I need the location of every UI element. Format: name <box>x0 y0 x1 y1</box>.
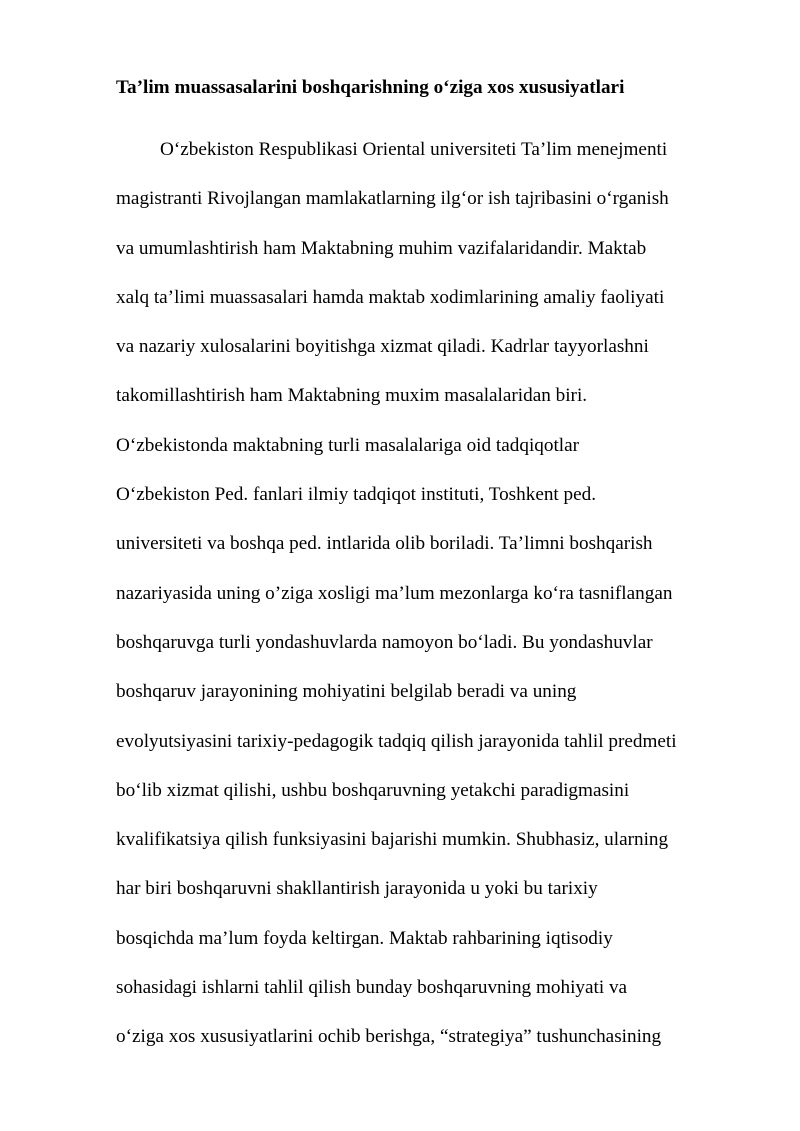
body-line: o‘ziga xos xususiyatlarini ochib berishga, “strategiya” tushunchasining <box>116 1026 662 1048</box>
body-line: boshqaruv jarayonining mohiyatini belgilab beradi va uning <box>116 681 577 703</box>
body-line: kvalifikatsiya qilish funksiyasini bajarishi mumkin. Shubhasiz, ularning <box>116 829 669 851</box>
body-line: O‘zbekiston Respublikasi Oriental universiteti Ta’lim menejmenti <box>160 139 668 160</box>
body-line: takomillashtirish ham Maktabning muxim masalalaridan biri. <box>116 385 588 407</box>
body-line: evolyutsiyasini tarixiy-pedagogik tadqiq qilish jarayonida tahlil predmeti <box>116 730 677 752</box>
body-line: O‘zbekiston Ped. fanlari ilmiy tadqiqot instituti, Toshkent ped. <box>116 484 597 506</box>
document-body <box>116 138 756 1075</box>
body-line: magistranti Rivojlangan mamlakatlarning ilg‘or ish tajribasini o‘rganish <box>116 188 669 210</box>
body-line: boshqaruvga turli yondashuvlarda namoyon bo‘ladi. Bu yondashuvlar <box>116 631 653 653</box>
body-line: bo‘lib xizmat qilishi, ushbu boshqaruvning yetakchi paradigmasini <box>116 779 630 801</box>
body-line: O‘zbekistonda maktabning turli masalalariga oid tadqiqotlar <box>116 434 580 456</box>
body-line: va umumlashtirish ham Maktabning muhim vazifalaridandir. Maktab <box>116 237 647 259</box>
body-line: va nazariy xulosalarini boyitishga xizmat qiladi. Kadrlar tayyorlashni <box>116 336 649 358</box>
body-line: sohasidagi ishlarni tahlil qilish bunday boshqaruvning mohiyati va <box>116 977 628 999</box>
body-line: nazariyasida uning o’ziga xosligi ma’lum mezonlarga ko‘ra tasniflangan <box>116 582 673 604</box>
body-line: bosqichda ma’lum foyda keltirgan. Maktab rahbarining iqtisodiy <box>116 927 613 949</box>
document-title: Ta’lim muassasalarini boshqarishning o‘ziga xos xususiyatlari <box>116 77 625 98</box>
body-line: universiteti va boshqa ped. intlarida olib boriladi. Ta’limni boshqarish <box>116 533 653 555</box>
body-line: har biri boshqaruvni shakllantirish jarayonida u yoki bu tarixiy <box>116 878 598 900</box>
body-line: xalq ta’limi muassasalari hamda maktab xodimlarining amaliy faoliyati <box>116 286 665 308</box>
